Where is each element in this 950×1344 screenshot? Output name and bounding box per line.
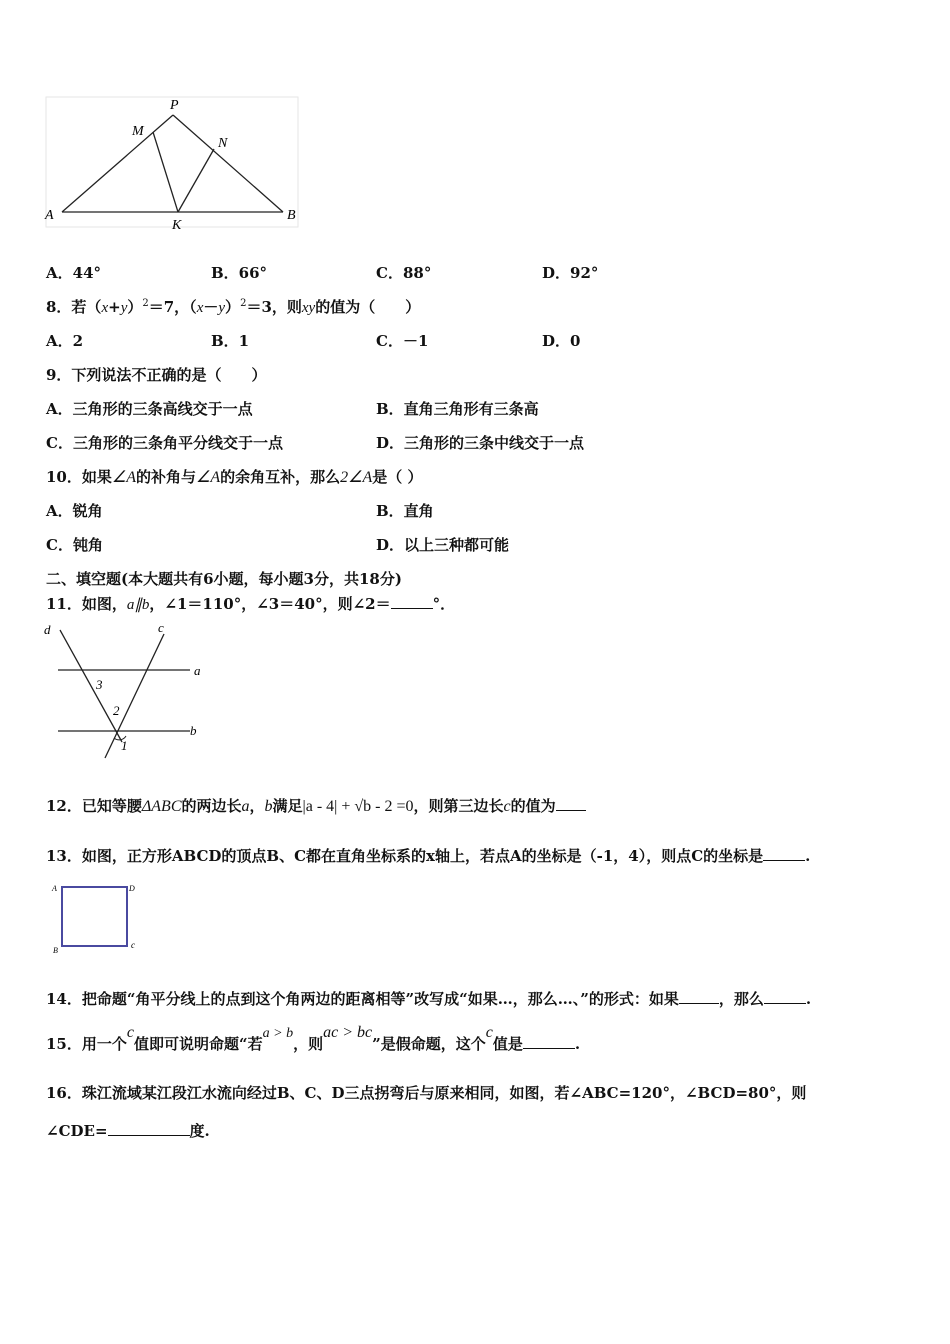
segment-ap bbox=[62, 115, 173, 212]
q11-stem: 11．如图，a∥b，∠1＝110°，∠3＝40°，则∠2＝ °． bbox=[46, 595, 456, 613]
q10-stem: 10．如果∠A的补角与∠A的余角互补，那么2∠A是（ ） bbox=[46, 468, 423, 486]
label-angle-2: 2 bbox=[113, 703, 120, 718]
q9-option-b: B．直角三角形有三条高 bbox=[376, 400, 539, 418]
segment-mk bbox=[153, 132, 178, 212]
label-a: A bbox=[45, 208, 54, 223]
label-a: a bbox=[194, 663, 201, 678]
q8-option-b: B．1 bbox=[211, 332, 250, 350]
q9-option-c: C．三角形的三条角平分线交于一点 bbox=[46, 434, 283, 452]
label-m: M bbox=[132, 124, 144, 139]
q16-line2: ∠CDE= 度. bbox=[46, 1122, 210, 1140]
label-b: B bbox=[287, 208, 296, 223]
q7-option-a: A．44° bbox=[46, 264, 102, 282]
q15-stem: 15．用一个c值即可说明命题“若a > b，则ac > bc”是假命题，这个c值是 . bbox=[46, 1024, 581, 1053]
q8-option-a: A．2 bbox=[46, 332, 84, 350]
label-c: c bbox=[158, 620, 164, 635]
q13-stem: 13．如图，正方形ABCD的顶点B、C都在直角坐标系的x轴上，若点A的坐标是（-1，4），则点C的坐标是 . bbox=[46, 847, 811, 865]
q7-option-b: B．66° bbox=[211, 264, 268, 282]
square-figure bbox=[48, 880, 148, 958]
label-angle-1: 1 bbox=[121, 738, 128, 753]
triangle-figure bbox=[40, 95, 310, 240]
section-heading: 二、填空题(本大题共有6小题，每小题3分，共18分) bbox=[46, 570, 402, 588]
label-k: K bbox=[172, 218, 182, 233]
q16-line1: 16．珠江流域某江段江水流向经过B、C、D三点拐弯后与原来相同，如图，若∠ABC=120°，∠BCD=80°，则 bbox=[46, 1084, 807, 1102]
label-p: P bbox=[170, 98, 179, 113]
line-d bbox=[60, 630, 122, 742]
label-b: b bbox=[190, 723, 197, 738]
q10-option-a: A．锐角 bbox=[46, 502, 103, 520]
q10-option-d: D．以上三种都可能 bbox=[376, 536, 510, 554]
q8-option-d: D．0 bbox=[542, 332, 581, 350]
segment-nk bbox=[178, 149, 214, 212]
label-C: c bbox=[131, 940, 135, 950]
q8-stem: 8．若$(x+y)^2=7$，$(x-y)^2=3$，则xy的值为（ ） bbox=[46, 298, 421, 316]
label-angle-3: 3 bbox=[96, 677, 103, 692]
q14-stem: 14．把命题“角平分线上的点到这个角两边的距离相等”改写成“如果…，那么…、”的形式：如果 ，那么 . bbox=[46, 990, 812, 1008]
parallel-lines-figure bbox=[40, 620, 210, 760]
q9-option-a: A．三角形的三条高线交于一点 bbox=[46, 400, 253, 418]
q9-option-d: D．三角形的三条中线交于一点 bbox=[376, 434, 585, 452]
q7-option-c: C．88° bbox=[376, 264, 432, 282]
square-abcd bbox=[62, 887, 127, 946]
q7-option-d: D．92° bbox=[542, 264, 599, 282]
q10-option-c: C．钝角 bbox=[46, 536, 103, 554]
label-A: A bbox=[52, 884, 57, 893]
line-c bbox=[105, 634, 164, 758]
label-d: d bbox=[44, 622, 51, 637]
q10-option-b: B．直角 bbox=[376, 502, 434, 520]
label-B: B bbox=[53, 946, 58, 955]
label-D: D bbox=[129, 884, 135, 893]
q12-stem: 12．已知等腰ΔABC的两边长a，b满足|a - 4| + √b - 2 =0，则第三边长c的值为 bbox=[46, 795, 586, 816]
label-n: N bbox=[218, 136, 228, 151]
q8-option-c: C．－1 bbox=[376, 332, 429, 350]
q9-stem: 9．下列说法不正确的是（ ） bbox=[46, 366, 267, 384]
segment-pb bbox=[173, 115, 283, 212]
